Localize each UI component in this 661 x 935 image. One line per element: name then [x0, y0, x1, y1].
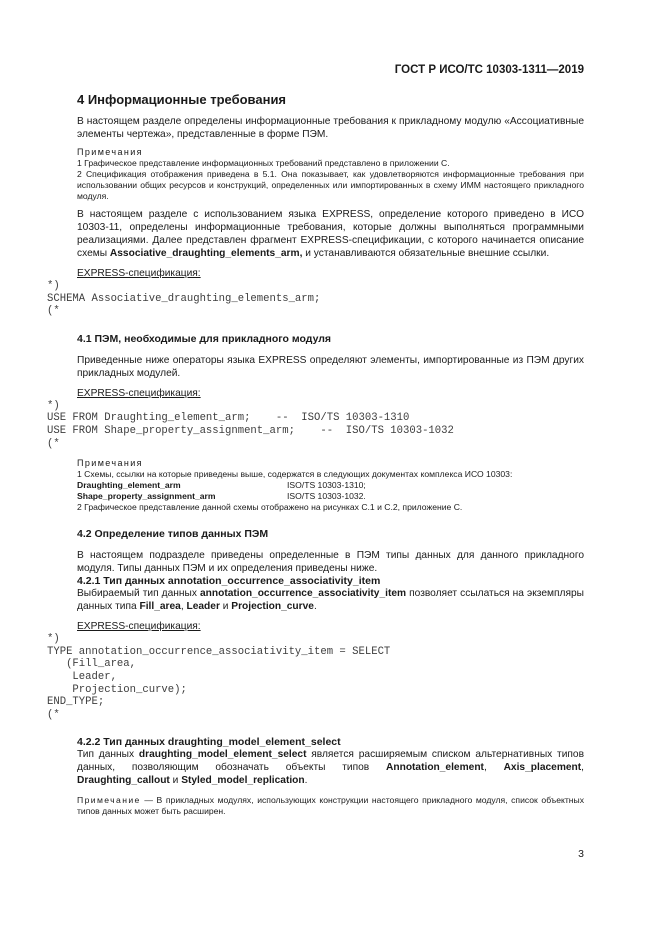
notes-label: Примечания [77, 458, 143, 469]
type-name: Annotation_element [386, 762, 484, 774]
schema-name: Associative_draughting_elements_arm, [109, 248, 303, 259]
section-4-paragraph-2 [77, 208, 584, 260]
text: является расширяемым списком альтернативных типов данных, позволяющим обозначать объекты типов [77, 749, 584, 774]
section-4-2-1-text [77, 587, 584, 613]
note-2: 2 Графическое представление данной схемы отображено на рисунках С.1 и С.2, приложение С. [77, 502, 463, 513]
reference-doc: ISO/TS 10303-1310; [287, 480, 366, 491]
text: , [483, 762, 504, 774]
section-4-1-title: 4.1 ПЭМ, необходимые для прикладного модуля [77, 332, 332, 345]
text: и [219, 601, 232, 613]
text: , [180, 601, 187, 613]
section-4-2-2-title: 4.2.2 Тип данных draughting_model_element_select [77, 736, 341, 749]
type-name: annotation_occurrence_associativity_item [199, 588, 407, 600]
text: Тип данных [77, 749, 139, 761]
section-4-2-intro: В настоящем подразделе приведены определенные в ПЭМ типы данных для данного прикладного модуля. Типы данных ПЭМ и их определения приведены ниже. [77, 550, 584, 575]
reference-row [77, 491, 584, 502]
note-1: 1 Графическое представление информационных требований представлено в приложении С. [77, 158, 450, 168]
reference-schema: Draughting_element_arm [77, 480, 181, 491]
type-name: Draughting_callout [77, 775, 170, 787]
code-block: *) USE FROM Draughting_element_arm; -- ISO/TS 10303-1310 USE FROM Shape_property_assignment_arm; -- ISO/TS 10303-1032 (* [47, 399, 454, 450]
note-2: 2 Спецификация отображения приведена в 5.1. Она показывает, как удовлетворяются информационные требования при использовании общих ресурсов и конструкций, определенных или импортированных в схему ИММ настоящего прикладного модуля. [77, 169, 584, 201]
section-4-2-title: 4.2 Определение типов данных ПЭМ [77, 528, 269, 541]
type-name: Axis_placement [503, 762, 582, 774]
text: , [581, 762, 584, 774]
reference-doc: ISO/TS 10303-1032. [287, 491, 366, 502]
type-name: Projection_curve [231, 601, 314, 613]
code-block: *) SCHEMA Associative_draughting_elements_arm; (* [47, 280, 321, 318]
note-inline [77, 795, 584, 817]
section-4-title: 4 Информационные требования [77, 92, 287, 107]
page-number: 3 [578, 848, 584, 860]
text: . [304, 775, 308, 787]
page-content [47, 92, 584, 817]
express-label: EXPRESS-спецификация: [77, 621, 201, 633]
note-1: 1 Схемы, ссылки на которые приведены выше, содержатся в следующих документах комплекса ИСО 10303: [77, 469, 513, 480]
express-label: EXPRESS-спецификация: [77, 268, 201, 279]
paragraph-text: В настоящем разделе с использованием языка EXPRESS, определение которого приведено в ИСО 10303-11, определены информационные требования, которые должны выполняться программными реализациями. Далее представлен фрагмент EXPRESS-спецификации, с которого начинается описание схемы [77, 209, 584, 259]
reference-row [77, 480, 584, 491]
standard-code: ГОСТ Р ИСО/ТС 10303-1311—2019 [394, 64, 584, 76]
section-4-2-2-text [77, 748, 584, 787]
text: позволяет ссылаться на экземпляры данных типа [77, 588, 584, 613]
type-name: draughting_model_element_select [138, 749, 307, 761]
section-4-intro: В настоящем разделе определены информационные требования к прикладному модулю «Ассоциативные элементы чертежа», представленные в форме ПЭМ. [77, 116, 584, 140]
notes-label: Примечания [77, 147, 143, 157]
text: и [169, 775, 182, 787]
text: . [313, 601, 317, 613]
section-4-1-intro: Приведенные ниже операторы языка EXPRESS определяют элементы, импортированные из ПЭМ других прикладных модулей. [77, 354, 584, 379]
code-block: *) TYPE annotation_occurrence_associativity_item = SELECT (Fill_area, Leader, Projection_curve); END_TYPE; (* [47, 633, 391, 721]
note-text: — В прикладных модулях, использующих конструкции настоящего прикладного модуля, список объектных типов данных может быть расширен. [77, 795, 584, 817]
note-label: Примечание [77, 795, 141, 806]
reference-list [77, 480, 584, 502]
type-name: Styled_model_replication [181, 775, 305, 787]
type-name: Leader [186, 601, 220, 613]
paragraph-text: и устанавливаются обязательные внешние ссылки. [302, 248, 550, 259]
reference-schema: Shape_property_assignment_arm [77, 491, 216, 502]
express-label: EXPRESS-спецификация: [77, 387, 201, 399]
type-name: Fill_area [139, 601, 181, 613]
section-4-2-1-title: 4.2.1 Тип данных annotation_occurrence_associativity_item [77, 575, 381, 588]
text: Выбираемый тип данных [77, 588, 200, 600]
